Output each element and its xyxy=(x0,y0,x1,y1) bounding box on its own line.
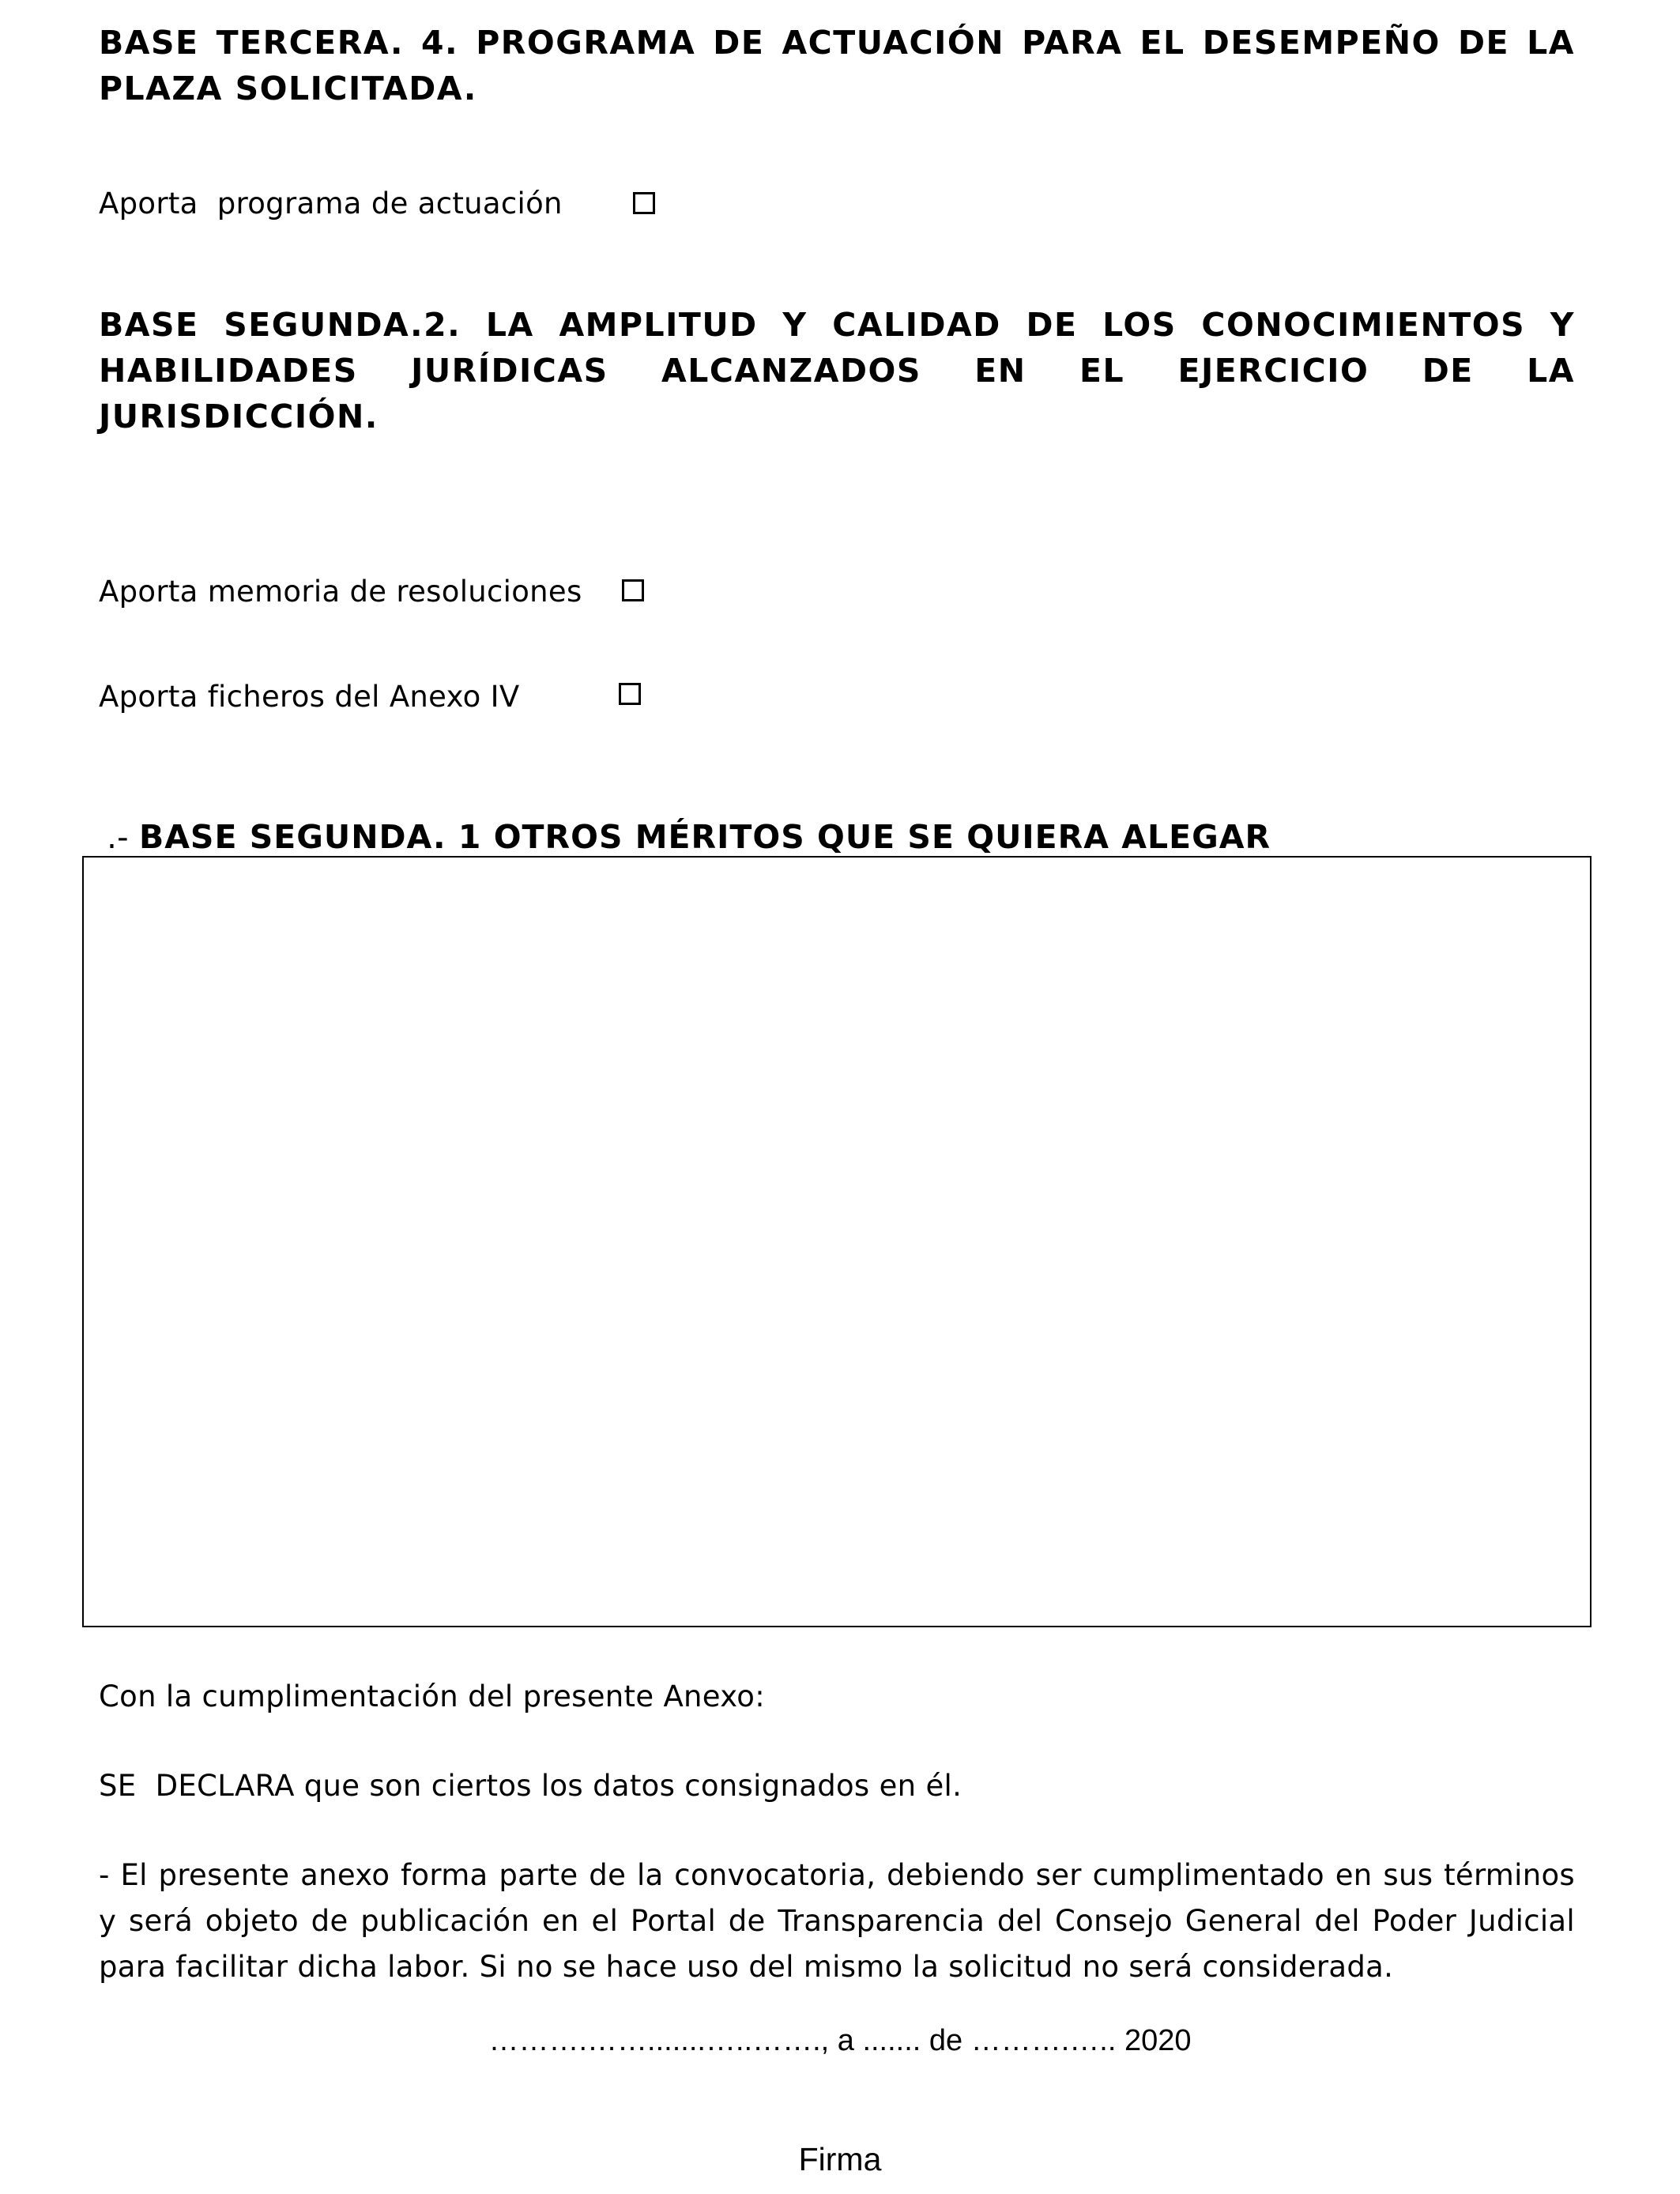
otros-meritos-box[interactable] xyxy=(82,856,1591,1627)
section-heading-conocimientos: BASE SEGUNDA.2. LA AMPLITUD Y CALIDAD DE LOS CONOCIMIENTOS Y HABILIDADES JURÍDICAS ALCANZADOS EN EL EJERCICIO DE LA JURISDICCIÓN. xyxy=(99,306,1575,435)
ficheros-checkbox[interactable] xyxy=(619,683,641,705)
item-label-ficheros: Aporta ficheros del Anexo IV xyxy=(99,680,520,714)
programa-checkbox[interactable] xyxy=(633,192,655,214)
otros-meritos-text[interactable] xyxy=(84,858,1590,1626)
section-heading-programa: BASE TERCERA. 4. PROGRAMA DE ACTUACIÓN PARA EL DESEMPEÑO DE LA PLAZA SOLICITADA. xyxy=(99,24,1575,107)
signature-label: Firma xyxy=(798,2141,882,2177)
heading-text: BASE SEGUNDA. 1 OTROS MÉRITOS QUE SE QUIERA ALEGAR xyxy=(138,818,1271,856)
declaration-note: - El presente anexo forma parte de la convocatoria, debiendo ser cumplimentado en sus términos y será objeto de publicación en el Portal de Transparencia del Consejo General del Poder Judicial para facilitar dicha labor. Si no se hace uso del mismo la solicitud no será considerada. xyxy=(99,1858,1575,1984)
declaration-statement: SE DECLARA que son ciertos los datos consignados en él. xyxy=(99,1769,962,1803)
declaration-intro: Con la cumplimentación del presente Anexo: xyxy=(99,1679,765,1713)
item-label-programa: Aporta programa de actuación xyxy=(99,187,563,221)
section-heading-otros-meritos xyxy=(99,768,1271,867)
item-label-memoria: Aporta memoria de resoluciones xyxy=(99,575,582,609)
heading-prefix: .- xyxy=(107,820,139,856)
place-date-line: ……….…….......…..……., a ....... de ……….….. 2020 xyxy=(488,2024,1192,2057)
memoria-checkbox[interactable] xyxy=(622,579,644,601)
